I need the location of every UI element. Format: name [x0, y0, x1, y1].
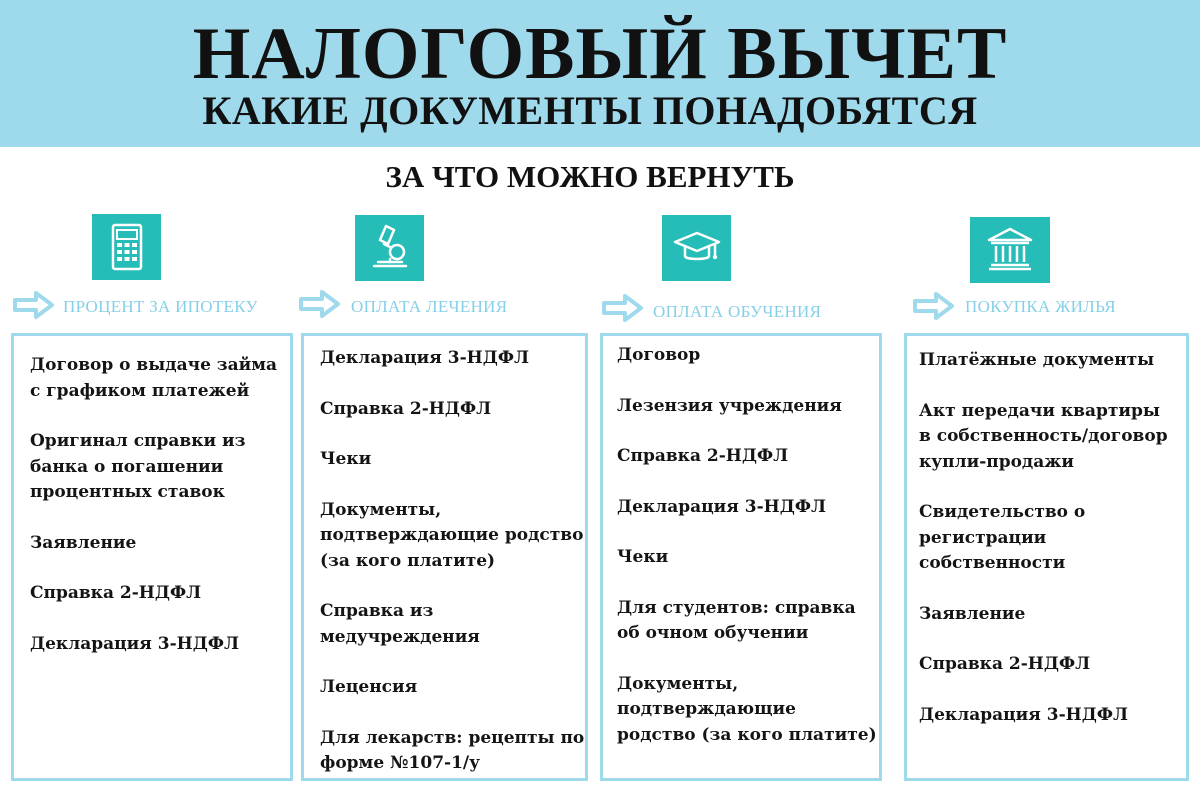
list-item: Заявление	[919, 603, 1026, 624]
list-item: Декларация 3-НДФЛ	[617, 496, 826, 517]
list-item: Декларация 3-НДФЛ	[320, 348, 529, 368]
documents-list-mortgage	[30, 353, 290, 682]
arrow-right-icon	[601, 293, 645, 323]
list-item: Договор о выдаче займа с графиком платежей	[30, 355, 278, 401]
list-item: Свидетельство о регистрации собственности	[919, 502, 1086, 573]
list-item: Декларация 3-НДФЛ	[919, 704, 1128, 725]
building-icon	[970, 217, 1050, 283]
category-label: ОПЛАТА ЛЕЧЕНИЯ	[351, 297, 508, 316]
list-item: Оригинал справки из банка о погашении процентных ставок	[30, 431, 246, 502]
documents-list-housing	[919, 348, 1185, 753]
microscope-icon	[355, 215, 424, 281]
list-item: Справка 2-НДФЛ	[320, 398, 492, 419]
list-item: Леценсия	[320, 677, 418, 697]
arrow-right-icon	[12, 290, 56, 320]
list-item: Справка 2-НДФЛ	[919, 654, 1091, 674]
category-label: ПОКУПКА ЖИЛЬЯ	[965, 297, 1116, 316]
documents-list-treatment	[320, 346, 586, 802]
list-item: Справка 2-НДФЛ	[30, 583, 202, 603]
page-title: НАЛОГОВЫЙ ВЫЧЕТ	[192, 13, 1008, 95]
list-item: Лезензия учреждения	[617, 395, 842, 416]
list-item: Заявление	[30, 532, 137, 553]
list-item: Для студентов: справка об очном обучении	[617, 597, 856, 643]
list-item: Акт передачи квартиры в собственность/договор купли-продажи	[919, 400, 1168, 472]
list-item: Для лекарств: рецепты по форме №107-1/у	[320, 727, 585, 773]
page-subtitle: КАКИЕ ДОКУМЕНТЫ ПОНАДОБЯТСЯ	[202, 88, 978, 133]
graduation-cap-icon	[662, 215, 731, 281]
list-item: Чеки	[320, 449, 372, 469]
list-item: Договор	[617, 345, 701, 365]
list-item: Справка 2-НДФЛ	[617, 446, 789, 466]
documents-list-education	[617, 343, 879, 773]
arrow-right-icon	[298, 289, 342, 319]
list-item: Документы, подтверждающие родство (за кого платите)	[617, 673, 877, 745]
arrow-right-icon	[912, 291, 956, 321]
calculator-icon	[92, 214, 161, 280]
section-title: ЗА ЧТО МОЖНО ВЕРНУТЬ	[385, 159, 795, 194]
list-item: Чеки	[617, 547, 669, 567]
category-label: ПРОЦЕНТ ЗА ИПОТЕКУ	[63, 297, 258, 316]
category-label: ОПЛАТА ОБУЧЕНИЯ	[653, 302, 822, 321]
list-item: Документы, подтверждающие родство (за кого платите)	[320, 499, 584, 571]
list-item: Справка из медучреждения	[320, 601, 480, 647]
list-item: Платёжные документы	[919, 350, 1155, 370]
list-item: Декларация 3-НДФЛ	[30, 633, 239, 654]
